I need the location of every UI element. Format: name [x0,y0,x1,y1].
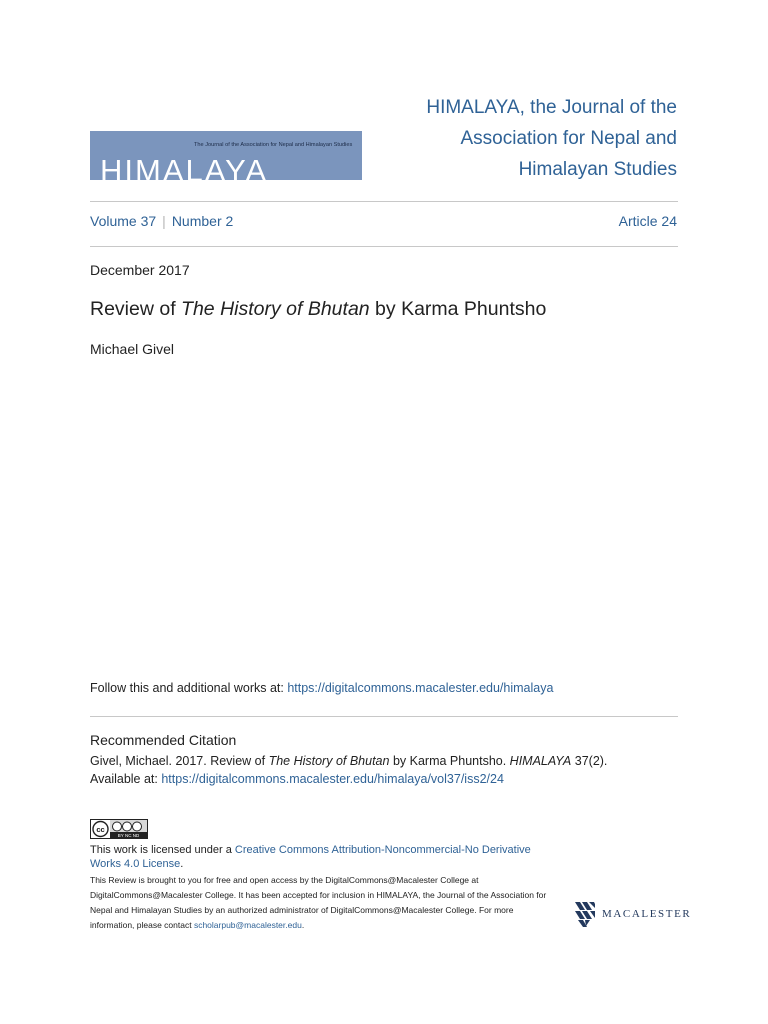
title-prefix: Review of [90,298,182,320]
title-book: The History of Bhutan [181,298,370,320]
available-label: Available at: [90,772,162,786]
volume-link[interactable]: Volume 37 [90,213,157,229]
svg-text:cc: cc [96,824,105,834]
citation-part-2: by Karma Phuntsho. [389,754,510,768]
access-notice [90,873,560,933]
notice-text: This Review is brought to you for free and open access by the DigitalCommons@Macalester College at DigitalCommons@Macalester College. It has been accepted for inclusion in HIMALAYA, the Journal of the Association for Nepal and Himalayan Studies by an authorized administrator of DigitalCommons@Macalester College. For more information, please contact [90,875,547,930]
number-link[interactable]: Number 2 [171,213,234,229]
macalester-emblem-icon [574,900,596,928]
article-link[interactable]: Article 24 [618,213,677,229]
citation-book: The History of Bhutan [268,754,390,768]
publication-date: December 2017 [90,262,190,278]
license-statement [90,843,560,871]
macalester-wordmark: MACALESTER [602,908,692,920]
banner-tagline: The Journal of the Association for Nepal and Himalayan Studies [194,142,353,148]
citation-divider [90,716,678,717]
follow-url-link[interactable]: https://digitalcommons.macalester.edu/himalaya [287,681,554,695]
macalester-logo[interactable] [574,900,691,928]
follow-line [90,681,553,695]
citation-journal: HIMALAYA [509,754,572,768]
citation-text [90,752,690,788]
license-link[interactable]: Creative Commons Attribution-Noncommercial-No Derivative Works 4.0 License [90,844,531,870]
issue-separator: | [162,213,166,229]
title-suffix: by Karma Phuntsho [369,298,547,320]
contact-email-link[interactable]: scholarpub@macalester.edu [193,920,302,930]
citation-part-3: 37(2). [571,754,608,768]
citation-url-link[interactable]: https://digitalcommons.macalester.edu/himalaya/vol37/iss2/24 [161,772,504,786]
citation-part-1: Givel, Michael. 2017. Review of [90,754,269,768]
cc-icon [91,820,147,838]
article-title [90,298,546,321]
himalaya-banner-logo [90,131,362,180]
license-text: This work is licensed under a [90,844,235,856]
citation-heading: Recommended Citation [90,732,237,748]
follow-text: Follow this and additional works at: [90,681,288,695]
cc-license-badge[interactable] [90,819,148,839]
author-name: Michael Givel [90,341,175,357]
notice-end: . [301,920,305,930]
banner-wordmark: HIMALAYA [100,153,269,180]
header-divider [90,201,678,202]
issue-divider [90,246,678,247]
cc-badge-letters: BY NC ND [117,833,140,838]
issue-line [90,213,233,229]
journal-title-link[interactable]: HIMALAYA, the Journal of the Association for Nepal and Himalayan Studies [426,97,677,180]
license-end: . [180,858,184,870]
